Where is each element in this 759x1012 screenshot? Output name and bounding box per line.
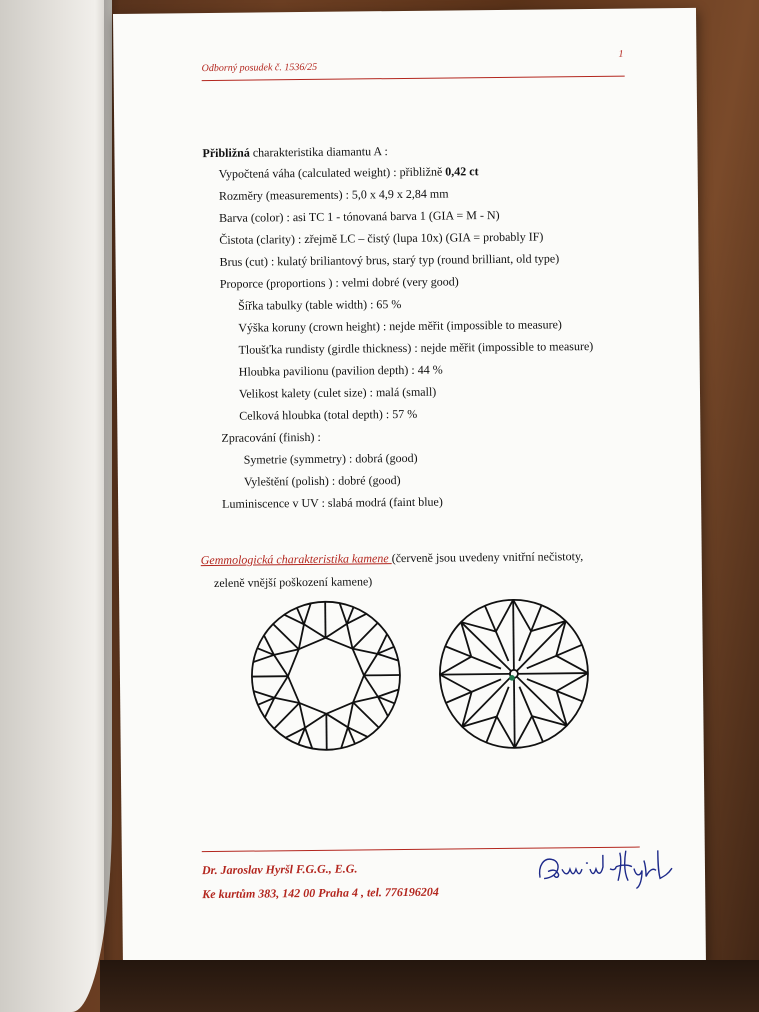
report-title: Odborný posudek č. 1536/25 — [201, 61, 318, 75]
table-edge — [353, 649, 364, 676]
star-facet-edge — [325, 624, 347, 638]
pavilion-view-diagram — [435, 595, 593, 753]
upper-girdle-edge — [253, 655, 274, 662]
upper-girdle-edge — [254, 691, 275, 698]
page-number: 1 — [618, 48, 624, 60]
pavilion-main-edge — [514, 673, 588, 674]
proportions-row: Proporce (proportions ) : velmi dobré (very good) — [219, 274, 459, 291]
total-depth-row: Celková hloubka (total depth) : 57 % — [239, 406, 418, 423]
measurements-row: Rozměry (measurements) : 5,0 x 4,9 x 2,84 mm — [218, 186, 449, 203]
upper-girdle-edge — [340, 603, 347, 624]
crown-height-row: Výška koruny (crown height) : nejde měřit (impossible to measure) — [238, 317, 562, 335]
pavilion-main-edge — [513, 600, 514, 674]
star-facet-edge — [348, 702, 354, 727]
star-facet-edge — [326, 714, 348, 728]
expert-address: Ke kurtům 383, 142 00 Praha 4 , tel. 776196204 — [202, 884, 439, 902]
crown-view-diagram — [247, 597, 405, 755]
lower-girdle-edge — [531, 605, 542, 631]
color-row: Barva (color) : asi TC 1 - tónovaná barva 1 (GIA = M - N) — [219, 207, 500, 225]
pavilion-inner-edge — [527, 656, 557, 669]
expert-name: Dr. Jaroslav Hyršl F.G.G., E.G. — [201, 861, 358, 878]
star-facet-edge — [347, 624, 353, 649]
table-edge — [353, 675, 364, 702]
gemmology-note: zeleně vnější poškození kamene) — [213, 574, 373, 590]
lower-girdle-edge — [557, 691, 583, 702]
report-page — [113, 8, 706, 969]
header-rule — [202, 76, 625, 81]
lower-girdle-edge — [486, 717, 497, 743]
symmetry-row: Symetrie (symmetry) : dobrá (good) — [243, 450, 418, 467]
star-facet-edge — [274, 676, 288, 698]
upper-girdle-edge — [378, 689, 399, 696]
kite-edge — [352, 623, 378, 649]
pavilion-inner-edge — [496, 631, 509, 661]
kite-edge — [273, 624, 299, 650]
lower-girdle-edge — [440, 657, 472, 675]
characteristics-heading: Přibližná charakteristika diamantu A : — [202, 144, 388, 161]
lower-girdle-edge — [514, 716, 532, 748]
star-facet-edge — [353, 697, 378, 703]
gemmology-heading: Gemmologická charakteristika kamene (červeně jsou uvedeny vnitřní nečistoty, — [200, 549, 584, 568]
clarity-row: Čistota (clarity) : zřejmě LC – čistý (lupa 10x) (GIA = probably IF) — [219, 229, 544, 247]
star-facet-edge — [299, 624, 305, 649]
star-facet-edge — [274, 698, 299, 704]
star-facet-edge — [304, 624, 326, 638]
lower-girdle-edge — [440, 674, 472, 692]
luminescence-row: Luminiscence v UV : slabá modrá (faint blue) — [222, 494, 443, 511]
lower-girdle-edge — [513, 600, 531, 632]
pavilion-inner-edge — [519, 687, 532, 717]
pavilion-inner-edge — [471, 679, 501, 692]
lower-girdle-edge — [532, 716, 543, 742]
pavilion-inner-edge — [519, 631, 532, 661]
diamond-characteristics — [202, 141, 672, 511]
table-edge — [326, 702, 353, 713]
star-facet-edge — [299, 703, 305, 728]
left-page-edge — [0, 0, 112, 1012]
weight-value: 0,42 ct — [445, 164, 479, 179]
lower-girdle-edge — [485, 606, 496, 632]
finish-row: Zpracování (finish) : — [221, 429, 321, 445]
star-facet-edge — [353, 648, 378, 654]
upper-girdle-edge — [304, 603, 311, 624]
table-edge — [299, 638, 326, 649]
star-facet-edge — [364, 654, 378, 676]
pavilion-main-edge — [440, 674, 514, 675]
pavilion-inner-edge — [496, 687, 509, 717]
upper-girdle-edge — [377, 654, 398, 661]
table-edge — [326, 638, 353, 649]
table-edge — [288, 676, 299, 703]
table-width-row: Šířka tabulky (table width) : 65 % — [237, 296, 402, 313]
lower-girdle-edge — [446, 692, 472, 703]
upper-girdle-edge — [305, 728, 312, 749]
table-edge — [288, 649, 299, 676]
table-surface — [100, 960, 759, 1012]
lower-girdle-edge — [556, 655, 588, 673]
polish-row: Vyleštění (polish) : dobré (good) — [243, 473, 401, 489]
handwritten-signature — [534, 846, 674, 889]
upper-girdle-edge — [341, 727, 348, 748]
lower-girdle-edge — [445, 646, 471, 657]
star-facet-edge — [364, 675, 378, 697]
lower-girdle-edge — [556, 645, 582, 656]
cut-row: Brus (cut) : kulatý briliantový brus, starý typ (round brilliant, old type) — [219, 251, 560, 269]
lower-girdle-edge — [556, 673, 588, 691]
kite-edge — [274, 703, 300, 729]
lower-girdle-edge — [496, 600, 514, 632]
kite-edge — [353, 702, 379, 728]
star-facet-edge — [305, 714, 327, 728]
weight-row: Vypočtená váha (calculated weight) : přibližně 0,42 ct — [218, 164, 479, 181]
lower-girdle-edge — [497, 716, 515, 748]
girdle-row: Tloušťka rundisty (girdle thickness) : nejde měřit (impossible to measure) — [238, 338, 594, 357]
pavilion-main-edge — [514, 674, 515, 748]
star-facet-edge — [274, 655, 288, 677]
table-edge — [299, 703, 326, 714]
culet-row: Velikost kalety (culet size) : malá (small) — [238, 384, 437, 401]
star-facet-edge — [274, 649, 299, 655]
pavilion-inner-edge — [471, 656, 501, 669]
pavilion-inner-edge — [527, 679, 557, 692]
pavilion-depth-row: Hloubka pavilionu (pavilion depth) : 44 % — [238, 362, 443, 379]
